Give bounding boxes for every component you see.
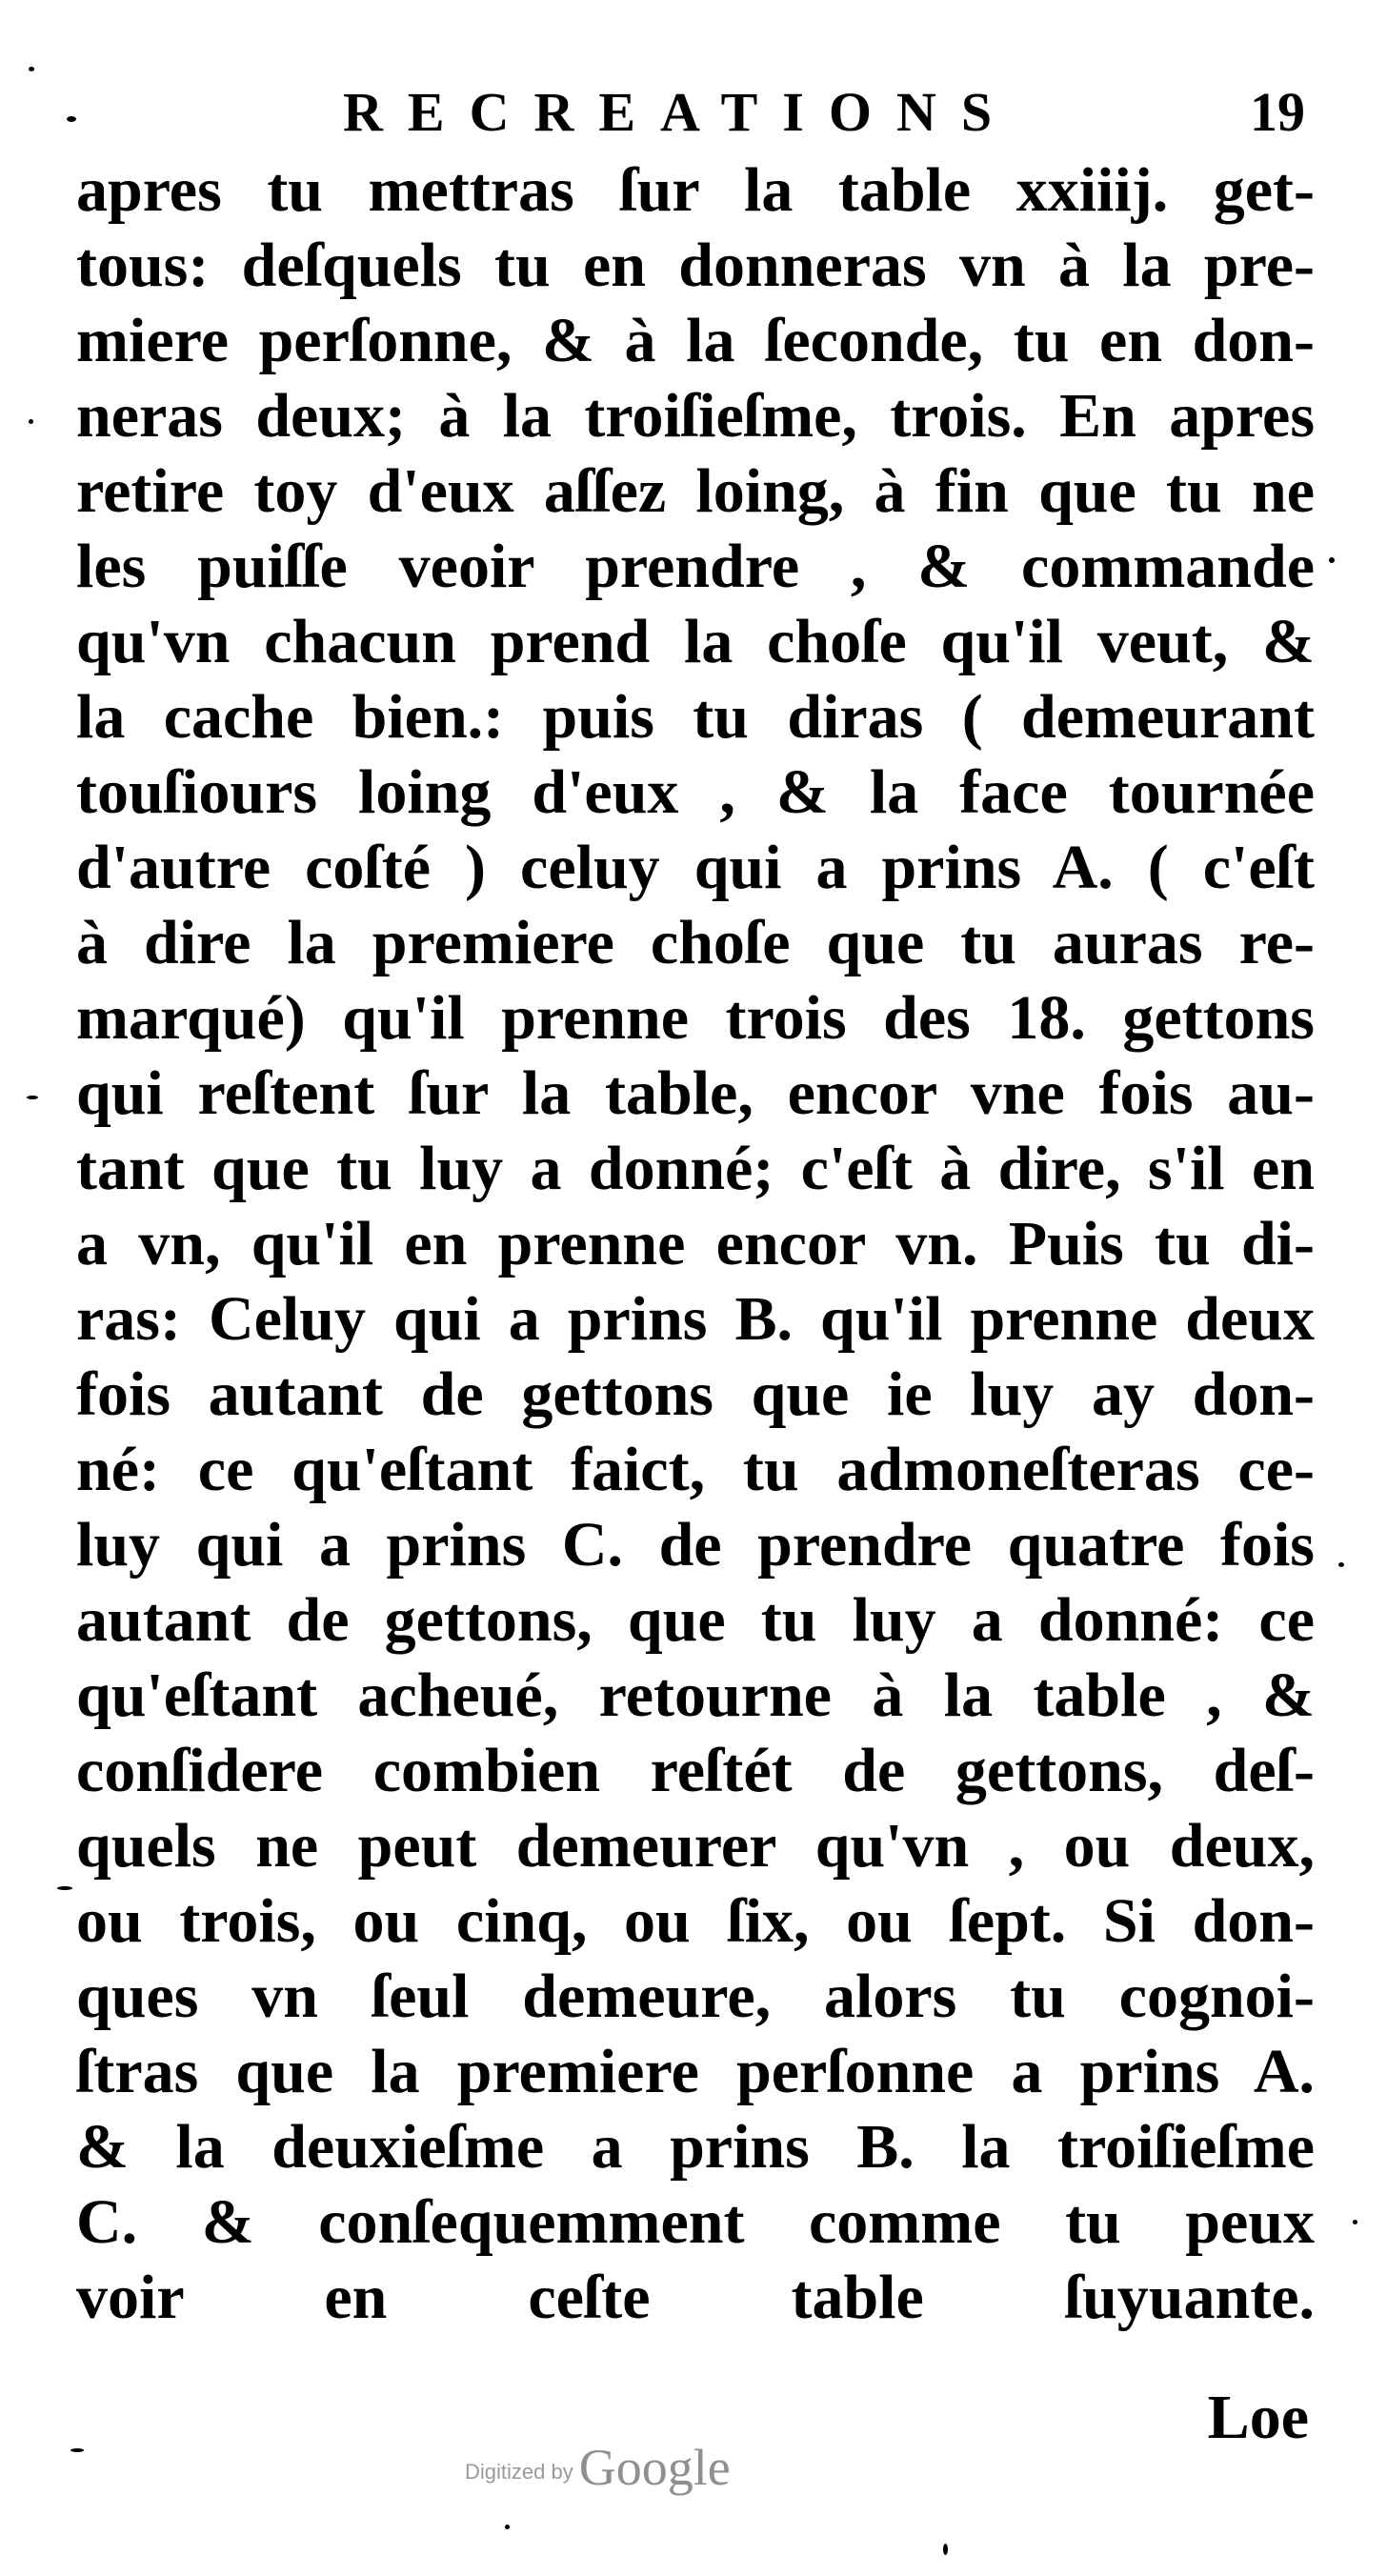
text-line: à dire la premiere choſe que tu auras re-	[76, 908, 1315, 977]
body-text	[76, 152, 1315, 2335]
text-line: voir en ceſte table ſuyuante.	[76, 2263, 1315, 2332]
text-line: quels ne peut demeurer qu'vn , ou deux,	[76, 1811, 1315, 1881]
text-line: ou trois, ou cinq, ou ſix, ou ſept. Si don-	[76, 1886, 1315, 1956]
text-line: tous: deſquels tu en donneras vn à la pre-	[76, 231, 1315, 300]
scan-speck	[29, 419, 33, 424]
scan-speck	[57, 1886, 72, 1890]
text-line: retire toy d'eux aſſez loing, à fin que tu ne	[76, 456, 1315, 526]
text-line: qui reſtent ſur la table, encor vne fois au-	[76, 1058, 1315, 1128]
text-line: autant de gettons, que tu luy a donné: ce	[76, 1585, 1315, 1655]
scan-speck	[943, 2544, 948, 2555]
text-line: marqué) qu'il prenne trois des 18. gettons	[76, 983, 1315, 1053]
text-line: qu'eſtant acheué, retourne à la table , &	[76, 1660, 1315, 1730]
scan-speck	[505, 2525, 510, 2529]
text-line: d'autre coſté ) celuy qui a prins A. ( c'eſt	[76, 833, 1315, 902]
text-line: a vn, qu'il en prenne encor vn. Puis tu di-	[76, 1209, 1315, 1278]
text-line: luy qui a prins C. de prendre quatre fois	[76, 1510, 1315, 1580]
watermark-prefix: Digitized by	[465, 2460, 573, 2484]
digitized-by-google-watermark	[465, 2429, 731, 2496]
text-line: tant que tu luy a donné; c'eſt à dire, s'il en	[76, 1134, 1315, 1203]
google-logo: Google	[578, 2439, 731, 2496]
scan-speck	[29, 67, 34, 71]
text-line: C. & conſequemment comme tu peux	[76, 2187, 1315, 2257]
scan-speck	[1329, 557, 1335, 563]
running-title: RECREATIONS	[343, 81, 1017, 143]
scan-speck	[70, 2448, 84, 2452]
text-line: miere perſonne, & à la ſeconde, tu en don-	[76, 306, 1315, 375]
text-line: ques vn ſeul demeure, alors tu cognoi-	[76, 1962, 1315, 2031]
text-line: neras deux; à la troiſieſme, trois. En apres	[76, 381, 1315, 451]
page-number: 19	[1250, 81, 1305, 143]
scan-speck	[67, 116, 76, 122]
text-line: ras: Celuy qui a prins B. qu'il prenne deux	[76, 1284, 1315, 1354]
page-header	[343, 74, 1305, 151]
text-line: conſidere combien reſtét de gettons, deſ-	[76, 1736, 1315, 1805]
text-line: & la deuxieſme a prins B. la troiſieſme	[76, 2112, 1315, 2182]
text-line: apres tu mettras ſur la table xxiiij. get-	[76, 155, 1315, 225]
text-line: la cache bien.: puis tu diras ( demeurant	[76, 682, 1315, 752]
text-line: touſiours loing d'eux , & la face tournée	[76, 757, 1315, 827]
catchword: Loe	[1207, 2383, 1309, 2452]
scan-speck	[1338, 1562, 1344, 1567]
text-line: les puiſſe veoir prendre , & commande	[76, 532, 1315, 601]
scan-speck	[1353, 2220, 1357, 2224]
text-line: né: ce qu'eſtant faict, tu admoneſteras ce-	[76, 1435, 1315, 1504]
text-line: fois autant de gettons que ie luy ay don-	[76, 1359, 1315, 1429]
text-line: ſtras que la premiere perſonne a prins A.	[76, 2037, 1315, 2106]
scan-speck	[27, 1096, 38, 1099]
text-line: qu'vn chacun prend la choſe qu'il veut, &	[76, 607, 1315, 676]
